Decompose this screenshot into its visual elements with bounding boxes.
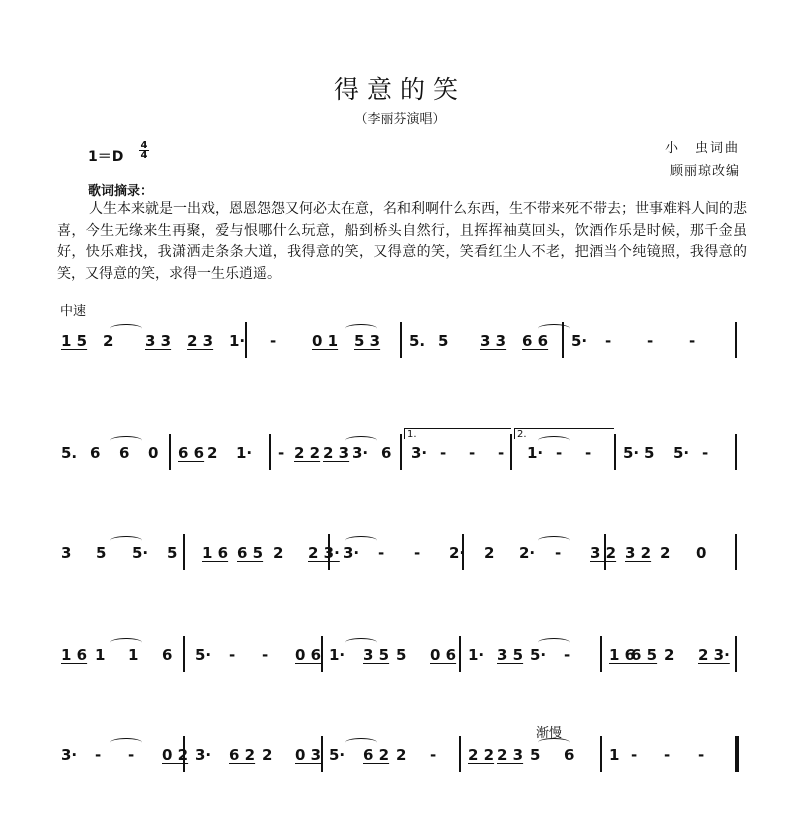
lyrics-heading: 歌词摘录： bbox=[88, 184, 154, 199]
barline bbox=[245, 322, 247, 358]
meter-top: 4 bbox=[140, 140, 148, 151]
note-token: 6 2 bbox=[363, 746, 390, 764]
barline bbox=[735, 636, 737, 672]
note-token: 1· bbox=[527, 444, 544, 462]
note-token: 2 3· bbox=[698, 646, 730, 664]
note-token: - bbox=[702, 444, 709, 462]
note-token: - bbox=[647, 332, 654, 350]
meter-bottom: 4 bbox=[140, 150, 148, 161]
note-token: - bbox=[469, 444, 476, 462]
slur-mark bbox=[110, 324, 142, 333]
note-token: 3· bbox=[61, 746, 78, 764]
note-token: 3· bbox=[343, 544, 360, 562]
note-token: - bbox=[556, 444, 563, 462]
performer-note: （李丽芬演唱） bbox=[354, 112, 446, 127]
song-title: 得意的笑 bbox=[333, 75, 466, 104]
score-row bbox=[55, 732, 745, 792]
note-token: - bbox=[440, 444, 447, 462]
barline bbox=[269, 434, 271, 470]
note-token: 6 bbox=[90, 444, 101, 462]
note-token: 2 3 bbox=[187, 332, 214, 350]
note-token: 1 6 bbox=[609, 646, 636, 664]
note-token: - bbox=[689, 332, 696, 350]
note-token: 1· bbox=[329, 646, 346, 664]
note-token: 5· bbox=[673, 444, 690, 462]
note-token: - bbox=[664, 746, 671, 764]
note-token: 1· bbox=[468, 646, 485, 664]
score-row bbox=[55, 318, 745, 378]
note-token: 6 5 bbox=[237, 544, 264, 562]
note-token: 5. bbox=[409, 332, 426, 350]
note-token: 0 bbox=[696, 544, 707, 562]
note-token: 5 bbox=[396, 646, 407, 664]
barline bbox=[321, 736, 323, 772]
note-token: - bbox=[128, 746, 135, 764]
note-token: 1 6 bbox=[202, 544, 229, 562]
barline bbox=[614, 434, 616, 470]
note-token: 5· bbox=[623, 444, 640, 462]
note-token: 1 6 bbox=[61, 646, 88, 664]
note-token: 1 bbox=[609, 746, 620, 764]
note-token: 1 5 bbox=[61, 332, 88, 350]
note-token: - bbox=[555, 544, 562, 562]
slur-mark bbox=[110, 536, 142, 545]
arranger-credit: 顾丽琼改编 bbox=[669, 164, 740, 179]
note-token: 5. bbox=[61, 444, 78, 462]
slur-mark bbox=[345, 638, 377, 647]
note-token: 1· bbox=[229, 332, 246, 350]
barline bbox=[510, 434, 512, 470]
note-token: - bbox=[262, 646, 269, 664]
note-token: 2 3· bbox=[308, 544, 340, 562]
note-token: 6 2 bbox=[229, 746, 256, 764]
note-token: 1 bbox=[128, 646, 139, 664]
note-token: - bbox=[95, 746, 102, 764]
note-token: 6 bbox=[162, 646, 173, 664]
note-token: 0 bbox=[148, 444, 159, 462]
lyrics-text: 人生本来就是一出戏，恩恩怨怨又何必太在意，名和利啊什么东西，生不带来死不带去；世事难料人间的悲喜，今生无缘来生再聚，爱与恨哪什么玩意，船到桥头自然行，且挥挥袖莫回头，饮酒作乐是时候，那千金虽好，快乐难找，我潇洒走条条大道，我得意的笑，又得意的笑，笑看红尘人不老，把酒当个纯镜照，我得意的笑，又得意的笑，求得一生乐逍遥。 bbox=[57, 201, 747, 282]
barline bbox=[183, 534, 185, 570]
slur-mark bbox=[538, 324, 570, 333]
score-row bbox=[55, 632, 745, 692]
note-token: 2 bbox=[396, 746, 407, 764]
note-token: 1 bbox=[95, 646, 106, 664]
note-token: 3 2 bbox=[625, 544, 652, 562]
note-token: 0 3 bbox=[295, 746, 322, 764]
note-token: - bbox=[278, 444, 285, 462]
slur-mark bbox=[345, 738, 377, 747]
barline bbox=[735, 534, 737, 570]
note-token: 2 bbox=[484, 544, 495, 562]
note-token: - bbox=[498, 444, 505, 462]
barline bbox=[321, 636, 323, 672]
note-token: - bbox=[585, 444, 592, 462]
slur-mark bbox=[345, 436, 377, 445]
note-token: 5· bbox=[132, 544, 149, 562]
note-token: 3 5 bbox=[497, 646, 524, 664]
slur-mark bbox=[538, 738, 570, 747]
tempo-marking-start: 中速 bbox=[60, 304, 87, 319]
second-ending-bracket: 2. bbox=[514, 428, 614, 439]
note-token: 5 bbox=[96, 544, 107, 562]
note-token: 3 3 bbox=[145, 332, 172, 350]
note-token: - bbox=[270, 332, 277, 350]
barline bbox=[169, 434, 171, 470]
note-token: 2 bbox=[103, 332, 114, 350]
note-token: 1· bbox=[236, 444, 253, 462]
note-token: 3 5 bbox=[363, 646, 390, 664]
note-token: 5· bbox=[571, 332, 588, 350]
note-token: 2 bbox=[262, 746, 273, 764]
note-token: 2 3 bbox=[497, 746, 524, 764]
barline bbox=[459, 636, 461, 672]
barline bbox=[600, 736, 602, 772]
score-row bbox=[55, 430, 745, 490]
note-token: 2· bbox=[449, 544, 466, 562]
tempo-marking-ending: 渐慢 bbox=[536, 726, 563, 741]
note-token: - bbox=[414, 544, 421, 562]
lyricist-composer-credit: 小 虫词曲 bbox=[664, 141, 740, 156]
note-token: 5 bbox=[644, 444, 655, 462]
note-token: 2 bbox=[660, 544, 671, 562]
note-token: 0 6 bbox=[430, 646, 457, 664]
note-token: 6 5 bbox=[631, 646, 658, 664]
note-token: - bbox=[698, 746, 705, 764]
note-token: 0 2 bbox=[162, 746, 189, 764]
note-token: 3 3 bbox=[480, 332, 507, 350]
note-token: - bbox=[631, 746, 638, 764]
first-ending-bracket: 1. bbox=[404, 428, 511, 439]
note-token: 5· bbox=[329, 746, 346, 764]
note-token: 6 bbox=[381, 444, 392, 462]
note-token: 3· bbox=[411, 444, 428, 462]
note-token: - bbox=[430, 746, 437, 764]
note-token: 5 bbox=[530, 746, 541, 764]
barline bbox=[735, 434, 737, 470]
slur-mark bbox=[538, 536, 570, 545]
key-signature: 1＝D bbox=[88, 149, 124, 165]
note-token: 2 bbox=[207, 444, 218, 462]
slur-mark bbox=[110, 436, 142, 445]
note-token: - bbox=[605, 332, 612, 350]
note-token: - bbox=[564, 646, 571, 664]
note-token: 2 bbox=[273, 544, 284, 562]
note-token: 2 3 bbox=[323, 444, 350, 462]
barline bbox=[735, 322, 737, 358]
time-signature bbox=[138, 141, 150, 160]
slur-mark bbox=[110, 738, 142, 747]
note-token: 2 bbox=[664, 646, 675, 664]
barline bbox=[600, 636, 602, 672]
barline bbox=[183, 636, 185, 672]
note-token: 6 6 bbox=[178, 444, 205, 462]
note-token: 5· bbox=[195, 646, 212, 664]
note-token: 2 2 bbox=[468, 746, 495, 764]
note-token: 3 2 bbox=[590, 544, 617, 562]
note-token: 0 6 bbox=[295, 646, 322, 664]
note-token: 5 bbox=[167, 544, 178, 562]
barline bbox=[400, 434, 402, 470]
note-token: 5 3 bbox=[354, 332, 381, 350]
slur-mark bbox=[110, 638, 142, 647]
note-token: 0 1 bbox=[312, 332, 339, 350]
barline bbox=[400, 322, 402, 358]
note-token: - bbox=[229, 646, 236, 664]
note-token: 5 bbox=[438, 332, 449, 350]
barline bbox=[459, 736, 461, 772]
slur-mark bbox=[345, 324, 377, 333]
note-token: 6 bbox=[119, 444, 130, 462]
note-token: 6 bbox=[564, 746, 575, 764]
note-token: 2· bbox=[519, 544, 536, 562]
slur-mark bbox=[345, 536, 377, 545]
note-token: 2 2 bbox=[294, 444, 321, 462]
note-token: 3· bbox=[352, 444, 369, 462]
note-token: 3· bbox=[195, 746, 212, 764]
slur-mark bbox=[538, 638, 570, 647]
note-token: 5· bbox=[530, 646, 547, 664]
score-row bbox=[55, 530, 745, 590]
final-barline bbox=[735, 736, 739, 772]
note-token: 6 6 bbox=[522, 332, 549, 350]
note-token: - bbox=[378, 544, 385, 562]
note-token: 3 bbox=[61, 544, 72, 562]
